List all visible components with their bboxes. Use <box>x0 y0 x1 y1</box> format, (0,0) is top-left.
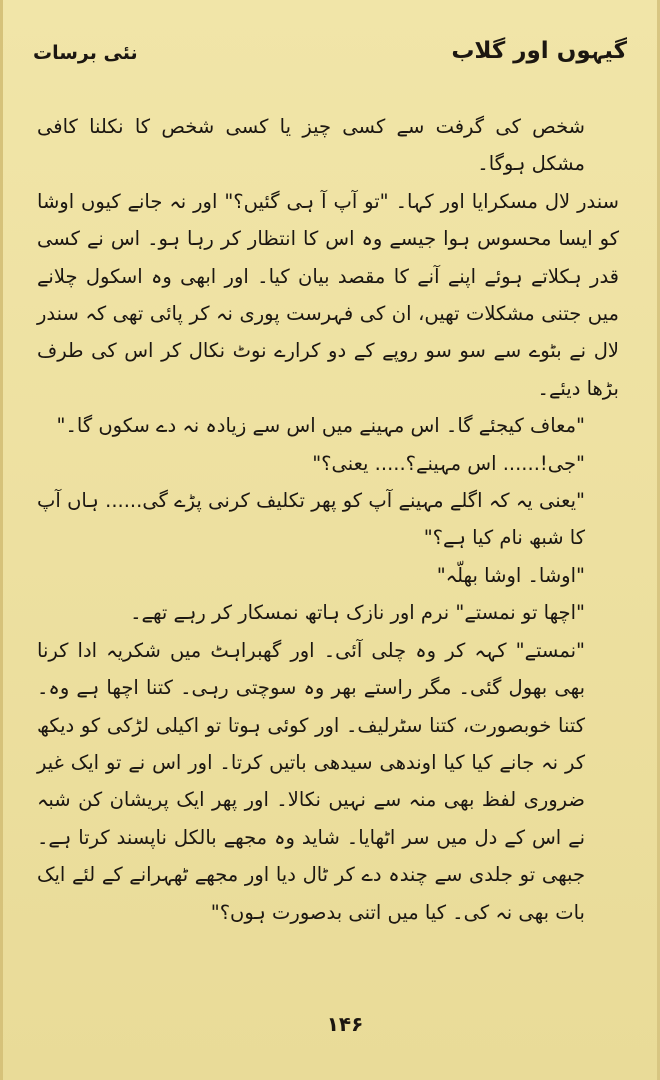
section-title-heading: نئی برسات <box>33 42 138 64</box>
paragraph: شخص کی گرفت سے کسی چیز یا کسی شخص کا نکلنا کافی مشکل ہوگا۔ <box>37 115 585 176</box>
book-title-heading: گیہوں اور گلاب <box>451 38 627 64</box>
paragraph: "نمستے" کہہ کر وہ چلی آئی۔ اور گھبراہٹ میں شکریہ ادا کرنا بھی بھول گئی۔ مگر راستے بھر وہ سوچتی رہی۔ کتنا اچھا ہے وہ۔ کتنا خوبصورت، کتنا سٹرلیف۔ اور کوئی ہوتا تو اکیلی لڑکی کو دیکھ کر نہ جانے کیا کیا اوندھی سیدھی باتیں کرتا۔ اور اس نے تو ایک غیر ضروری لفظ بھی منہ سے نہیں نکالا۔ اور پھر ایک پریشان کن شبہ نے اس کے دل میں سر اٹھایا۔ شاید وہ مجھے بالکل ناپسند کرتا ہے۔ جبھی تو جلدی سے چندہ دے کر ٹال دیا اور مجھے ٹھہرانے کے لئے ایک بات بھی نہ کی۔ کیا میں اتنی بدصورت ہوں؟" <box>37 638 585 924</box>
page-number: ۱۴۶ <box>326 1012 364 1036</box>
paragraph: "یعنی یہ کہ اگلے مہینے آپ کو پھر تکلیف کرنی پڑے گی...... ہاں آپ کا شبھ نام کیا ہے؟" <box>37 489 585 550</box>
paragraph: "اچھا تو نمستے" نرم اور نازک ہاتھ نمسکار کر رہے تھے۔ <box>130 601 585 625</box>
paragraph: "جی!...... اس مہینے؟..... یعنی؟" <box>312 451 585 475</box>
paragraph: سندر لال مسکرایا اور کہا۔ "تو آپ آ ہی گئیں؟" اور نہ جانے کیوں اوشا کو ایسا محسوس ہوا جیسے وہ اس کا انتظار کر رہا ہو۔ اس نے کسی قدر ہکلاتے ہوئے اپنے آنے کا مقصد بیان کیا۔ اور ابھی وہ اسکول چلانے میں جتنی مشکلات تھیں، ان کی فہرست پوری نہ کر پائی تھی کہ سندر لال نے بٹوے سے سو سو روپے کے دو کرارے نوٹ نکال کر اس کی طرف بڑھا دیئے۔ <box>37 189 619 400</box>
body-text <box>37 108 619 931</box>
paragraph: "معاف کیجئے گا۔ اس مہینے میں اس سے زیادہ نہ دے سکوں گا۔" <box>56 414 585 438</box>
running-head <box>33 32 627 82</box>
paragraph: "اوشا۔ اوشا بھلّہ" <box>436 563 585 587</box>
